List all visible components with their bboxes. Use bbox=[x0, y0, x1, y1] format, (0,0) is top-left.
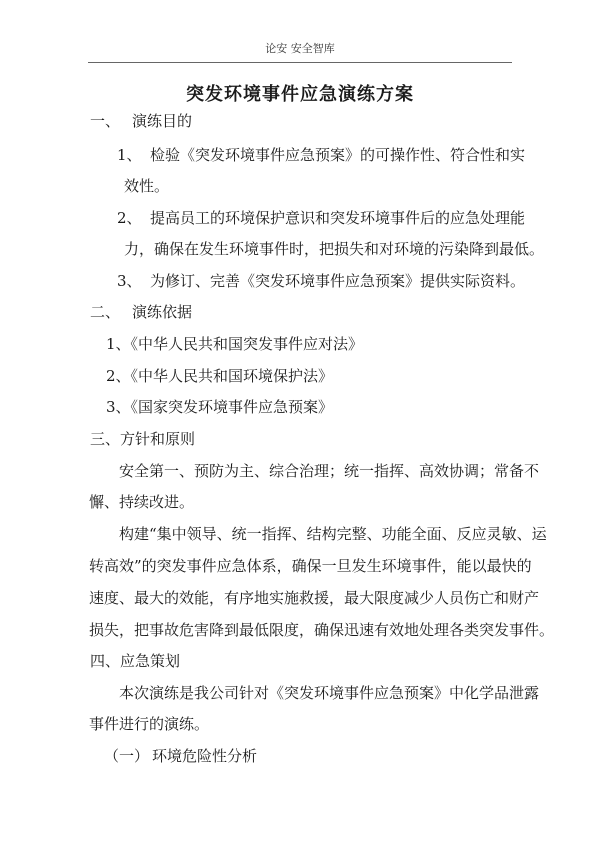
list-item bbox=[117, 208, 525, 228]
list-item bbox=[117, 145, 525, 165]
section-number: 一、 bbox=[90, 112, 121, 130]
list-item bbox=[117, 271, 525, 291]
running-header: 论安 安全智库 bbox=[88, 40, 512, 63]
item-text: 为修订、完善《突发环境事件应急预案》提供实际资料。 bbox=[150, 272, 526, 290]
subsection-number: （一） bbox=[104, 747, 150, 765]
paragraph-line: 转高效”的突发事件应急体系，确保一旦发生环境事件，能以最快的 bbox=[89, 557, 532, 575]
paragraph-line: 懈、持续改进。 bbox=[89, 493, 195, 511]
section-label: 演练依据 bbox=[132, 303, 193, 321]
item-text: 提高员工的环境保护意识和突发环境事件后的应急处理能 bbox=[150, 209, 526, 227]
section-2-heading bbox=[90, 302, 192, 322]
section-number: 二、 bbox=[90, 303, 121, 321]
paragraph-line: 速度、最大的效能，有序地实施救援，最大限度减少人员伤亡和财产 bbox=[89, 589, 540, 607]
section-1-heading bbox=[90, 111, 192, 131]
item-continuation: 力，确保在发生环境事件时，把损失和对环境的污染降到最低。 bbox=[124, 240, 545, 258]
item-text: 检验《突发环境事件应急预案》的可操作性、符合性和实 bbox=[150, 146, 526, 164]
section-label: 演练目的 bbox=[132, 112, 193, 130]
paragraph-line: 损失，把事故危害降到最低限度，确保迅速有效地处理各类突发事件。 bbox=[89, 621, 555, 639]
paragraph-line: 构建“集中领导、统一指挥、结构完整、功能全面、反应灵敏、运 bbox=[119, 525, 547, 543]
item-continuation: 效性。 bbox=[124, 177, 170, 195]
subsection-label: 环境危险性分析 bbox=[152, 747, 258, 765]
subsection-heading bbox=[104, 746, 257, 766]
paragraph-line: 安全第一、预防为主、综合治理；统一指挥、高效协调；常备不 bbox=[119, 462, 540, 480]
item-number: 3、 bbox=[117, 272, 142, 290]
reference-item: 2、《中华人民共和国环境保护法》 bbox=[106, 367, 334, 385]
section-3-heading: 三、方针和原则 bbox=[90, 430, 196, 448]
document-title: 突发环境事件应急演练方案 bbox=[186, 84, 414, 105]
item-number: 1、 bbox=[117, 146, 142, 164]
paragraph-line: 事件进行的演练。 bbox=[89, 715, 210, 733]
section-4-heading: 四、应急策划 bbox=[90, 652, 181, 670]
reference-item: 3、《国家突发环境事件应急预案》 bbox=[106, 398, 334, 416]
paragraph-line: 本次演练是我公司针对《突发环境事件应急预案》中化学品泄露 bbox=[119, 684, 540, 702]
reference-item: 1、《中华人民共和国突发事件应对法》 bbox=[106, 335, 364, 353]
item-number: 2、 bbox=[117, 209, 142, 227]
